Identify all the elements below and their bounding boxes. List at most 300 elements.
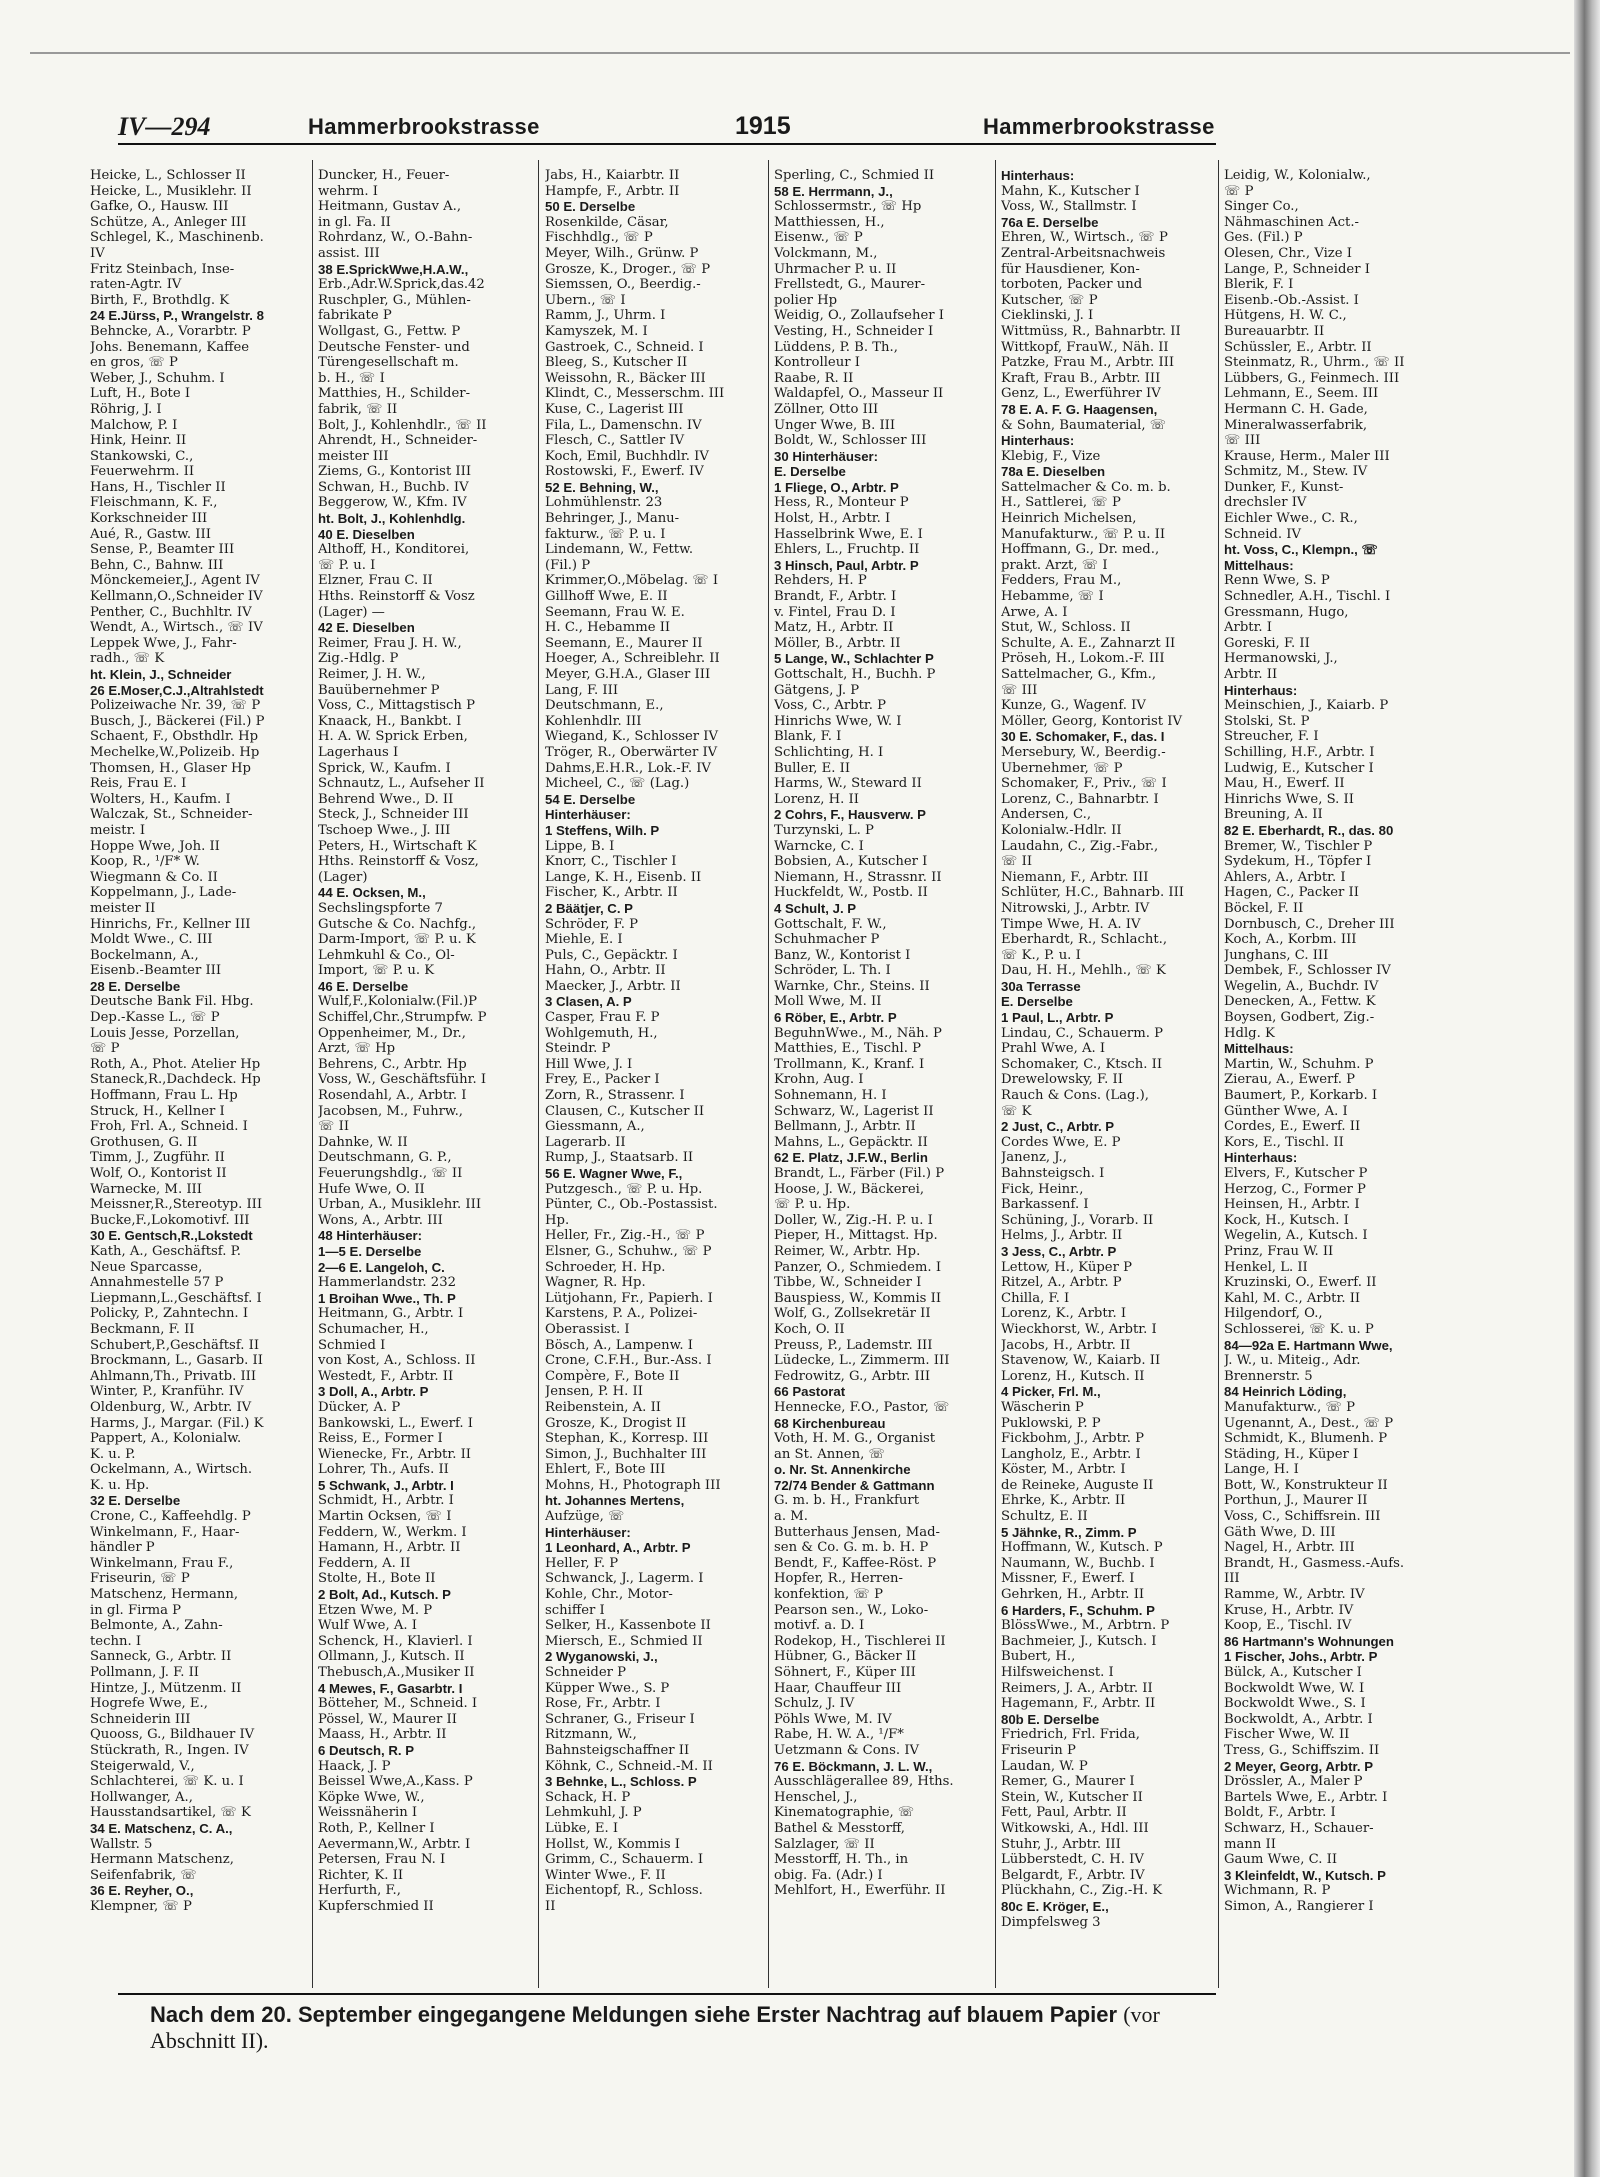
column-divider [538,160,539,1988]
directory-entry: Hammerlandstr. 232 [318,1275,456,1291]
directory-entry: Stut, W., Schloss. II [1001,620,1131,636]
directory-entry: Reiss, E., Former I [318,1431,443,1447]
directory-entry: 62 E. Platz, J.F.W., Berlin [774,1150,928,1166]
directory-entry: Sense, P., Beamter III [90,542,235,558]
directory-entry: Zorn, R., Strassenr. I [545,1088,685,1104]
directory-entry: Helms, J., Arbtr. II [1001,1228,1123,1244]
directory-entry: 30 E. Gentsch,R.,Lokstedt [90,1228,253,1244]
directory-entry: Miehle, E. I [545,932,623,948]
column-divider [768,160,769,1988]
directory-entry: Wolters, H., Kaufm. I [90,791,231,807]
directory-entry: Niemann, F., Arbtr. III [1001,869,1149,885]
directory-entry: Böckel, F. II [1224,900,1304,916]
directory-entry: Klempner, ☏ P [90,1898,192,1914]
directory-entry: 2 Meyer, Georg, Arbtr. P [1224,1758,1374,1774]
directory-entry: Köhnk, C., Schneid.-M. II [545,1758,713,1774]
directory-entry: Tress, G., Schiffszim. II [1224,1742,1380,1758]
directory-entry: Vesting, H., Schneider I [774,323,934,339]
directory-entry: Manufakturw., ☏ P. u. II [1001,526,1166,542]
directory-entry: Lagerhaus I [318,744,399,760]
directory-entry: Gehrken, H., Arbtr. II [1001,1587,1145,1603]
directory-entry: Gottschalt, H., Buchh. P [774,667,936,682]
directory-entry: Schnedler, A.H., Tischl. I [1224,589,1391,605]
directory-entry: Hinrichs Wwe, S. II [1224,791,1354,807]
directory-entry: 44 E. Ocksen, M., [318,885,426,901]
directory-entry: Deutsche Fenster- und [318,339,470,355]
directory-entry: Micheel, C., ☏ (Lag.) [545,776,690,792]
directory-entry: Behringer, J., Manu- [545,511,680,527]
directory-entry: Goreski, F. II [1224,635,1310,651]
directory-entry: Schlegel, K., Maschinenb. [90,230,264,246]
directory-entry: Koch, O. II [774,1321,845,1337]
directory-entry: Hill Wwe, J. I [545,1056,633,1072]
directory-entry: Fickbohm, J., Arbtr. P [1001,1431,1145,1447]
directory-entry: Schneid. IV [1224,526,1301,542]
directory-entry: Mechelke,W.,Polizeib. Hp [90,744,260,760]
directory-entry: Schwarz, H., Schauer- [1224,1820,1374,1836]
header-rule [118,143,1216,145]
directory-entry: Giessmann, A., [545,1119,645,1135]
directory-entry: Bartels Wwe, E., Arbtr. I [1224,1789,1388,1805]
directory-entry: 84—92a E. Hartmann Wwe, [1224,1337,1393,1353]
directory-entry: Korkschneider III [90,511,208,527]
directory-entry: Fischhdlg., ☏ P [545,230,653,246]
directory-entry: Bahnsteigschaffner II [545,1742,690,1758]
directory-entry: Cordes Wwe, E. P [1001,1134,1121,1150]
directory-entry: Ahlers, A., Arbtr. I [1224,869,1346,885]
directory-entry: Kohlenhdlr. III [545,713,642,729]
directory-entry: Schüning, J., Vorarb. II [1001,1212,1154,1228]
directory-entry: händler P [90,1540,155,1556]
directory-entry: Ritzel, A., Arbtr. P [1001,1275,1122,1291]
directory-entry: Eberhardt, R., Schlacht., [1001,932,1168,948]
directory-entry: IV [90,245,105,261]
directory-entry: ht. Klein, J., Schneider [90,667,232,682]
directory-entry: Seemann, E., Maurer II [545,635,703,651]
directory-entry: Tibbe, W., Schneider I [774,1275,922,1291]
directory-entry: Malchow, P. I [90,417,178,433]
directory-entry: Schuhmacher P [774,932,880,948]
directory-entry: Schultz, E. II [1001,1509,1088,1525]
directory-entry: Reis, Frau E. I [90,776,187,792]
directory-entry: Hampfe, F., Arbtr. II [545,183,680,199]
directory-entry: Schüssler, E., Arbtr. II [1224,339,1372,355]
directory-entry: Kruse, H., Arbtr. IV [1224,1602,1354,1618]
directory-entry: Herzog, C., Former P [1224,1181,1366,1197]
directory-entry: Buller, E. II [774,760,851,776]
directory-entry: Hermann C. H. Gade, [1224,401,1368,417]
directory-entry: 5 Schwank, J., Arbtr. I [318,1477,454,1493]
directory-entry: 28 E. Derselbe [90,978,181,994]
directory-entry: Sprick, W., Kaufm. I [318,760,451,776]
directory-entry: 66 Pastorat [774,1384,846,1400]
directory-entry: Chilla, F. I [1001,1290,1070,1306]
directory-entry: Städing, H., Küper I [1224,1446,1359,1462]
directory-entry: Richter, K. II [318,1867,404,1883]
directory-entry: Hoose, J. W., Bäckerei, [774,1181,925,1197]
directory-entry: Schwarz, W., Lagerist II [774,1103,934,1119]
directory-entry: en gros, ☏ P [90,355,178,371]
directory-entry: Laudahn, C., Zig.-Fabr., [1001,838,1159,854]
directory-entry: Lorenz, H. II [774,791,859,807]
directory-entry: Schmied I [318,1337,386,1353]
directory-entry: K. u. Hp. [90,1477,150,1493]
directory-entry: Hoffmann, Frau L. Hp [90,1088,238,1104]
directory-entry: Eisenw., ☏ P [774,230,863,246]
directory-entry: Preuss, P., Lademstr. III [774,1337,933,1353]
directory-entry: 3 Kleinfeldt, W., Kutsch. P [1224,1867,1386,1883]
directory-entry: Prinz, Frau W. II [1224,1243,1334,1259]
directory-entry: Zentral-Arbeitsnachweis [1001,245,1166,261]
directory-entry: G. m. b. H., Frankfurt [774,1493,920,1509]
directory-entry: Schraner, G., Friseur I [545,1711,695,1727]
directory-entry: Grothusen, G. II [90,1134,198,1150]
directory-entry: Rosenkilde, Cäsar, [545,214,669,230]
directory-entry: Hths. Reinstorff & Vosz, [318,854,479,870]
directory-entry: Blank, F. I [774,729,842,745]
directory-entry: meistr. I [90,822,146,838]
directory-entry: Birth, F., Brothdlg. K [90,292,230,308]
directory-entry: 26 E.Moser,C.J.,Altrahlstedt [90,682,264,698]
directory-entry: Ziems, G., Kontorist III [318,464,472,480]
directory-entry: Koop, R., ¹/F* W. [90,854,200,870]
directory-entry: Schroeder, H. Hp. [545,1259,666,1275]
directory-entry: Belmonte, A., Zahn- [90,1618,223,1634]
footer-rule [118,1993,1216,1995]
directory-entry: Heinsen, H., Arbtr. I [1224,1197,1360,1213]
directory-entry: Johs. Benemann, Kaffee [90,339,250,355]
directory-entry: Hp. [545,1212,570,1228]
directory-entry: Übern., ☏ I [545,292,626,308]
directory-entry: Puklowski, P. P [1001,1415,1101,1431]
directory-entry: Bockwoldt, A., Arbtr. I [1224,1711,1373,1727]
directory-entry: Wallstr. 5 [90,1836,153,1852]
directory-entry: Hintze, J., Mützenm. II [90,1680,242,1696]
directory-entry: meister III [318,448,389,464]
directory-entry: Thomsen, H., Glaser Hp [90,760,251,776]
directory-entry: Winter Wwe., F. II [545,1867,666,1883]
directory-entry: Heller, Fr., Zig.-H., ☏ P [545,1228,705,1244]
directory-entry: Ramme, W., Arbtr. IV [1224,1587,1365,1603]
directory-entry: 84 Heinrich Löding, [1224,1384,1347,1400]
directory-entry: Doller, W., Zig.-H. P. u. I [774,1212,933,1228]
directory-entry: ☏ P. u. Hp. [774,1197,851,1213]
column-divider [312,160,313,1988]
directory-entry: Walczak, St., Schneider- [90,807,253,823]
directory-entry: 1 Broihan Wwe., Th. P [318,1290,456,1306]
directory-entry: Grosze, K., Drogist II [545,1415,687,1431]
directory-entry: Kolonialw.-Hdlr. II [1001,822,1122,838]
directory-entry: Hamann, H., Arbtr. II [318,1540,461,1556]
directory-entry: Eichentopf, R., Schloss. [545,1883,703,1899]
directory-entry: Reibenstein, A. II [545,1399,661,1415]
directory-entry: Bathel & Messtorff, [774,1820,905,1836]
directory-entry: Oberassist. I [545,1321,630,1337]
directory-entry: Denecken, A., Fettw. K [1224,994,1376,1010]
directory-entry: Wäscherin P [1001,1399,1084,1415]
directory-entry: Hoffmann, W., Kutsch. P [1001,1540,1163,1556]
directory-entry: Dep.-Kasse L., ☏ P [90,1010,220,1026]
directory-entry: Meyer, Wilh., Grünw. P [545,245,699,261]
directory-entry: Nagel, H., Arbtr. III [1224,1540,1355,1556]
directory-entry: Uetzmann & Cons. IV [774,1742,920,1758]
directory-entry: Ugenannt, A., Dest., ☏ P [1224,1415,1394,1431]
directory-entry: Hink, Heinr. II [90,433,187,449]
directory-entry: Hoppe Wwe, Joh. II [90,838,220,854]
directory-entry: Voss, C., Schiffsrein. III [1224,1509,1381,1525]
directory-entry: BeguhnWwe., M., Näh. P [774,1025,942,1041]
directory-entry: Hinterhäuser: [545,807,631,823]
directory-entry: Heitmann, Gustav A., [318,199,462,215]
directory-entry: Steck, J., Schneider III [318,807,469,823]
directory-entry: in gl. Firma P [90,1602,182,1618]
directory-entry: Schlosserei, ☏ K. u. P [1224,1321,1374,1337]
directory-entry: Stolte, H., Bote II [318,1571,436,1587]
footer-bold-text: Nach dem 20. September eingegangene Meldungen siehe Erster Nachtrag auf blauem Papier [150,2002,1118,2027]
directory-entry: Fedders, Frau M., [1001,573,1122,589]
directory-entry: Schlachterei, ☏ K. u. I [90,1774,244,1790]
directory-entry: 2 Wyganowski, J., [545,1649,658,1665]
directory-entry: Roth, A., Phot. Atelier Hp [90,1056,261,1072]
directory-entry: Turzynski, L. P [774,822,874,838]
directory-entry: Voss, C., Arbtr. P [774,698,887,714]
directory-entry: 2 Just, C., Arbtr. P [1001,1119,1115,1135]
directory-entry: 1 Fliege, O., Arbtr. P [774,479,899,495]
directory-column-4 [774,168,994,1988]
directory-entry: Nitrowski, J., Arbtr. IV [1001,900,1150,916]
directory-entry: Elzner, Frau C. II [318,573,433,589]
directory-entry: Hübner, G., Bäcker II [774,1649,917,1665]
directory-entry: Mineralwasserfabrik, [1224,417,1368,433]
directory-entry: Rump, J., Staatsarb. II [545,1150,694,1166]
directory-entry: Warnke, Chr., Steins. II [774,978,930,994]
directory-entry: Janenz, J., [1001,1150,1067,1166]
directory-entry: Dau, H. H., Mehlh., ☏ K [1001,963,1166,979]
directory-entry: Lorenz, C., Bahnarbtr. I [1001,791,1159,807]
directory-entry: II [545,1898,556,1914]
directory-entry: Beissel Wwe,A.,Kass. P [318,1774,473,1790]
directory-entry: b. H., ☏ I [318,370,385,386]
directory-entry: Haack, J. P [318,1758,391,1774]
directory-entry: 30a Terrasse [1001,978,1081,994]
directory-entry: Pröseh, H., Lokom.-F. III [1001,651,1165,667]
directory-entry: Unger Wwe, B. III [774,417,896,433]
directory-entry: Oppenheimer, M., Dr., [318,1025,466,1041]
directory-entry: Uhrmacher P. u. II [774,261,897,277]
directory-entry: ☏ K., P. u. I [1001,947,1081,963]
directory-entry: Wittmüss, R., Bahnarbtr. II [1001,323,1181,339]
directory-entry: ☏ II [1001,854,1033,870]
directory-entry: Messtorff, H. Th., in [774,1852,909,1868]
directory-entry: Reimer, J. H. W., [318,667,426,682]
directory-entry: Pearson sen., W., Loko- [774,1602,929,1618]
directory-entry: 2 Bolt, Ad., Kutsch. P [318,1587,451,1603]
directory-entry: 78a E. Dieselben [1001,464,1106,480]
directory-entry: ht. Johannes Mertens, [545,1493,685,1509]
directory-entry: Wienecke, Fr., Arbtr. II [318,1446,472,1462]
directory-entry: Dimpfelsweg 3 [1001,1914,1101,1930]
directory-entry: in gl. Fa. II [318,214,391,230]
directory-entry: Steindr. P [545,1041,611,1057]
directory-entry: Deutschmann, G. P., [318,1150,452,1166]
directory-entry: Reimers, J. A., Arbtr. II [1001,1680,1153,1696]
directory-entry: Rostowski, F., Ewerf. IV [545,464,704,480]
directory-entry: Lübke, E. I [545,1820,619,1836]
directory-entry: Küpper Wwe., S. P [545,1680,670,1696]
directory-entry: obig. Fa. (Adr.) I [774,1867,883,1883]
directory-entry: Mönckemeier,J., Agent IV [90,573,260,589]
directory-entry: Hoeger, A., Schreiblehr. II [545,651,720,667]
directory-entry: v. Fintel, Frau D. I [774,604,896,620]
directory-entry: Bremer, W., Tischler P [1224,838,1373,854]
directory-entry: Lange, K. H., Eisenb. II [545,869,702,885]
directory-entry: Reimer, Frau J. H. W., [318,635,462,651]
directory-entry: Friseurin, ☏ P [90,1571,190,1587]
directory-entry: Fedrowitz, G., Arbtr. III [774,1368,931,1384]
directory-entry: Sohnemann, H. I [774,1088,887,1104]
directory-entry: Erb.,Adr.W.Sprick,das.42 [318,277,485,293]
directory-entry: Wolf, G., Zollsekretär II [774,1306,931,1322]
directory-entry: Henkel, L. II [1224,1259,1308,1275]
directory-entry: Friseurin P [1001,1742,1076,1758]
directory-entry: Raabe, R. II [774,370,854,386]
directory-entry: Bösch, A., Lampenw. I [545,1337,693,1353]
directory-entry: Arbtr. II [1224,667,1278,682]
directory-entry: Bahnsteigsch. I [1001,1166,1105,1181]
directory-entry: Türengesellschaft m. [318,355,459,371]
directory-entry: fabrik, ☏ II [318,401,398,417]
directory-entry: Hermanowski, J., [1224,651,1338,667]
directory-entry: Lorenz, K., Arbtr. I [1001,1306,1127,1322]
directory-entry: techn. I [90,1633,142,1649]
directory-entry: Bobsien, A., Kutscher I [774,854,928,870]
directory-entry: 76a E. Derselbe [1001,214,1099,230]
directory-entry: für Hausdiener, Kon- [1001,261,1140,277]
directory-entry: ☏ P. u. I [318,557,376,573]
directory-entry: 6 Röber, E., Arbtr. P [774,1010,897,1026]
directory-entry: Günther Wwe, A. I [1224,1103,1348,1119]
directory-entry: Gillhoff Wwe, E. II [545,589,668,605]
directory-entry: 86 Hartmann's Wohnungen [1224,1633,1394,1649]
directory-entry: Schmitz, M., Stew. IV [1224,464,1368,480]
directory-entry: Lehmkuhl & Co., Öl- [318,947,455,963]
directory-entry: Stavenow, W., Kaiarb. II [1001,1353,1161,1369]
directory-entry: Westedt, F., Arbtr. II [318,1368,454,1384]
directory-entry: Hufe Wwe, O. II [318,1181,425,1197]
directory-entry: Köpke Wwe, W., [318,1789,425,1805]
directory-entry: Voss, W., Stallmstr. I [1001,199,1137,215]
directory-entry: Rose, Fr., Arbtr. I [545,1696,661,1712]
directory-entry: Lettow, H., Küper P [1001,1259,1132,1275]
directory-entry: Pieper, H., Mittagst. Hp. [774,1228,938,1244]
directory-entry: Zig.-Hdlg. P [318,651,399,667]
directory-entry: Clausen, C., Kutscher II [545,1103,705,1119]
directory-entry: Fischer, K., Arbtr. II [545,885,678,901]
directory-entry: Hütgens, H. W. C., [1224,308,1347,324]
directory-entry: Reimer, W., Arbtr. Hp. [774,1243,921,1259]
directory-entry: Matthiessen, H., [774,214,885,230]
directory-entry: 34 E. Matschenz, C. A., [90,1820,233,1836]
directory-entry: Ehlers, L., Fruchtp. II [774,542,920,558]
directory-entry: Bolt, J., Kohlenhdlr., ☏ II [318,417,487,433]
directory-entry: Ockelmann, A., Wirtsch. [90,1462,253,1478]
directory-entry: Schwan, H., Buchb. IV [318,479,469,495]
directory-entry: Rodekop, H., Tischlerei II [774,1633,946,1649]
directory-entry: Hans, H., Tischler II [90,479,226,495]
directory-entry: Frellstedt, G., Maurer- [774,277,926,293]
directory-entry: Ausschlägerallee 89, Hths. [774,1774,954,1790]
directory-entry: Bucke,F.,Lokomotivf. III [90,1212,250,1228]
directory-entry: Schubert,P.,Geschäftsf. II [90,1337,260,1353]
directory-entry: Kontrolleur I [774,355,860,371]
directory-entry: 4 Schult, J. P [774,900,857,916]
directory-entry: Voss, C., Mittagstisch P [318,698,475,714]
directory-entry: Porthun, J., Maurer II [1224,1493,1368,1509]
directory-entry: Stuhr, J., Arbtr. III [1001,1836,1121,1852]
directory-entry: 30 E. Schomaker, F., das. I [1001,729,1165,745]
directory-entry: Sechslingspforte 7 [318,900,443,916]
directory-entry: Ahlmann,Th., Privatb. III [90,1368,257,1384]
directory-entry: Stückrath, R., Ingen. IV [90,1742,249,1758]
directory-entry: Behncke, A., Vorarbtr. P [90,323,251,339]
directory-entry: Ahrendt, H., Schneider- [318,433,478,449]
directory-entry: Casper, Frau F. P [545,1010,660,1026]
directory-entry: Ehrke, K., Arbtr. II [1001,1493,1126,1509]
directory-entry: Mohns, H., Photograph III [545,1477,721,1493]
directory-entry: Jabs, H., Kaiarbtr. II [545,168,680,183]
directory-entry: Zierau, A., Ewerf. P [1224,1072,1356,1088]
directory-entry: Koop, E., Tischl. IV [1224,1618,1352,1634]
directory-entry: Panzer, O., Schmiedem. I [774,1259,942,1275]
directory-entry: Lindau, C., Schauerm. P [1001,1025,1163,1041]
directory-entry: Gaum Wwe, C. II [1224,1852,1338,1868]
directory-entry: Breuning, A. II [1224,807,1323,823]
directory-entry: Hths. Reinstorff & Vosz [318,589,475,605]
directory-entry: Wohlgemuth, H., [545,1025,658,1041]
directory-entry: 3 Hinsch, Paul, Arbtr. P [774,557,919,573]
directory-entry: 1 Fischer, Johs., Arbtr. P [1224,1649,1378,1665]
directory-entry: Aué, R., Gastw. III [90,526,211,542]
directory-entry: Kutscher, ☏ P [1001,292,1098,308]
directory-entry: Hausstandsartikel, ☏ K [90,1805,251,1821]
directory-entry: a. M. [774,1509,808,1525]
directory-entry: Grosze, K., Droger., ☏ P [545,261,711,277]
directory-entry: Schlichting, H. I [774,744,884,760]
directory-entry: Althoff, H., Konditorei, [318,542,470,558]
directory-entry: Junghans, C. III [1224,947,1329,963]
directory-entry: Bauspiess, W., Kommis II [774,1290,942,1306]
directory-entry: Matthies, H., Schilder- [318,386,471,402]
directory-entry: Aevermann,W., Arbtr. I [318,1836,471,1852]
directory-entry: Hinterhaus: [1001,168,1075,183]
directory-entry: Hilfsweichenst. I [1001,1665,1114,1680]
directory-entry: 80b E. Derselbe [1001,1711,1100,1727]
directory-entry: Rauch & Cons. (Lag.), [1001,1088,1149,1104]
directory-entry: 38 E.SprickWwe,H.A.W., [318,261,469,277]
directory-entry: Stephan, K., Korresp. III [545,1431,709,1447]
directory-entry: Huckfeldt, W., Postb. II [774,885,928,901]
directory-entry: Zöllner, Otto III [774,401,879,417]
directory-entry: Ehren, W., Wirtsch., ☏ P [1001,230,1168,246]
directory-entry: Schenck, H., Klavierl. I [318,1633,473,1649]
directory-entry: Bellmann, J., Arbtr. II [774,1119,916,1135]
directory-entry: Mittelhaus: [1224,557,1294,573]
directory-entry: Urban, A., Musiklehr. III [318,1197,482,1213]
directory-entry: Rosendahl, A., Arbtr. I [318,1088,467,1104]
directory-entry: ☏ P [1224,183,1254,199]
directory-column-1 [90,168,310,1988]
directory-entry: Blerik, F. I [1224,277,1294,293]
